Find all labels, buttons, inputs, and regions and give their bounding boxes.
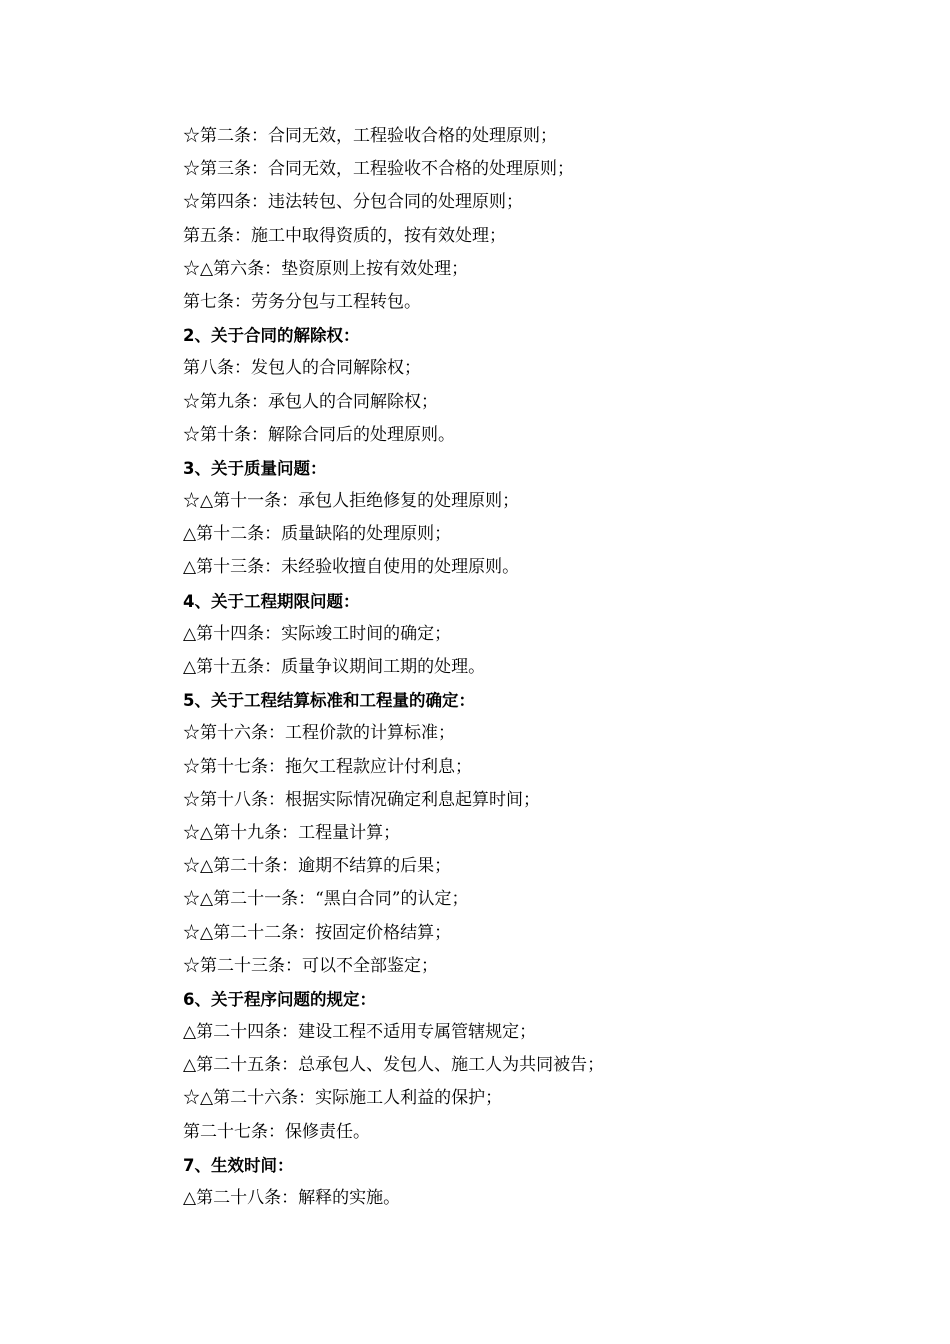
list-item: 第八条：发包人的合同解除权； [183, 358, 421, 379]
list-item: 第五条：施工中取得资质的，按有效处理； [183, 225, 506, 246]
list-item: ☆第十七条：拖欠工程款应计付利息； [183, 756, 472, 777]
list-item: 第七条：劳务分包与工程转包。 [183, 291, 421, 312]
list-item: ☆△第十一条：承包人拒绝修复的处理原则； [183, 491, 520, 512]
section-heading: 7、生效时间： [183, 1155, 294, 1175]
list-item: △第十五条：质量争议期间工期的处理。 [183, 657, 486, 677]
list-item: △第十三条：未经验收擅自使用的处理原则。 [183, 557, 520, 578]
list-item: △第十四条：实际竣工时间的确定； [183, 623, 452, 644]
section-heading: 6、关于程序问题的规定： [183, 989, 376, 1009]
document-body [183, 120, 883, 1215]
list-item: ☆△第六条：垫资原则上按有效处理； [183, 258, 469, 279]
list-item: ☆第十条：解除合同后的处理原则。 [183, 424, 455, 445]
list-item: 第二十七条：保修责任。 [183, 1121, 370, 1142]
list-item: ☆第二十三条：可以不全部鉴定； [183, 955, 438, 976]
section-heading: 4、关于工程期限问题： [183, 591, 360, 611]
list-item: △第二十五条：总承包人、发包人、施工人为共同被告； [183, 1055, 605, 1076]
list-item: △第十二条：质量缺陷的处理原则； [183, 524, 452, 545]
section-heading: 2、关于合同的解除权： [183, 326, 360, 346]
list-item: △第二十四条：建设工程不适用专属管辖规定； [183, 1022, 537, 1043]
section-heading: 5、关于工程结算标准和工程量的确定： [183, 691, 475, 711]
list-item: △第二十八条：解释的实施。 [183, 1188, 401, 1208]
list-item: ☆第四条：违法转包、分包合同的处理原则； [183, 192, 523, 213]
list-item: ☆△第二十条：逾期不结算的后果； [183, 856, 452, 877]
list-item: ☆第二条：合同无效，工程验收合格的处理原则； [183, 126, 557, 146]
list-item: ☆第十六条：工程价款的计算标准； [183, 723, 455, 744]
list-item: ☆第九条：承包人的合同解除权； [183, 391, 438, 412]
list-item: ☆△第二十一条：“黑白合同”的认定； [183, 889, 469, 910]
list-item: ☆△第二十六条：实际施工人利益的保护； [183, 1088, 503, 1109]
list-item: ☆△第二十二条：按固定价格结算； [183, 922, 452, 943]
list-item: ☆△第十九条：工程量计算； [183, 822, 401, 843]
list-item: ☆第十八条：根据实际情况确定利息起算时间； [183, 789, 540, 810]
section-heading: 3、关于质量问题： [183, 458, 327, 478]
list-item: ☆第三条：合同无效，工程验收不合格的处理原则； [183, 159, 574, 180]
